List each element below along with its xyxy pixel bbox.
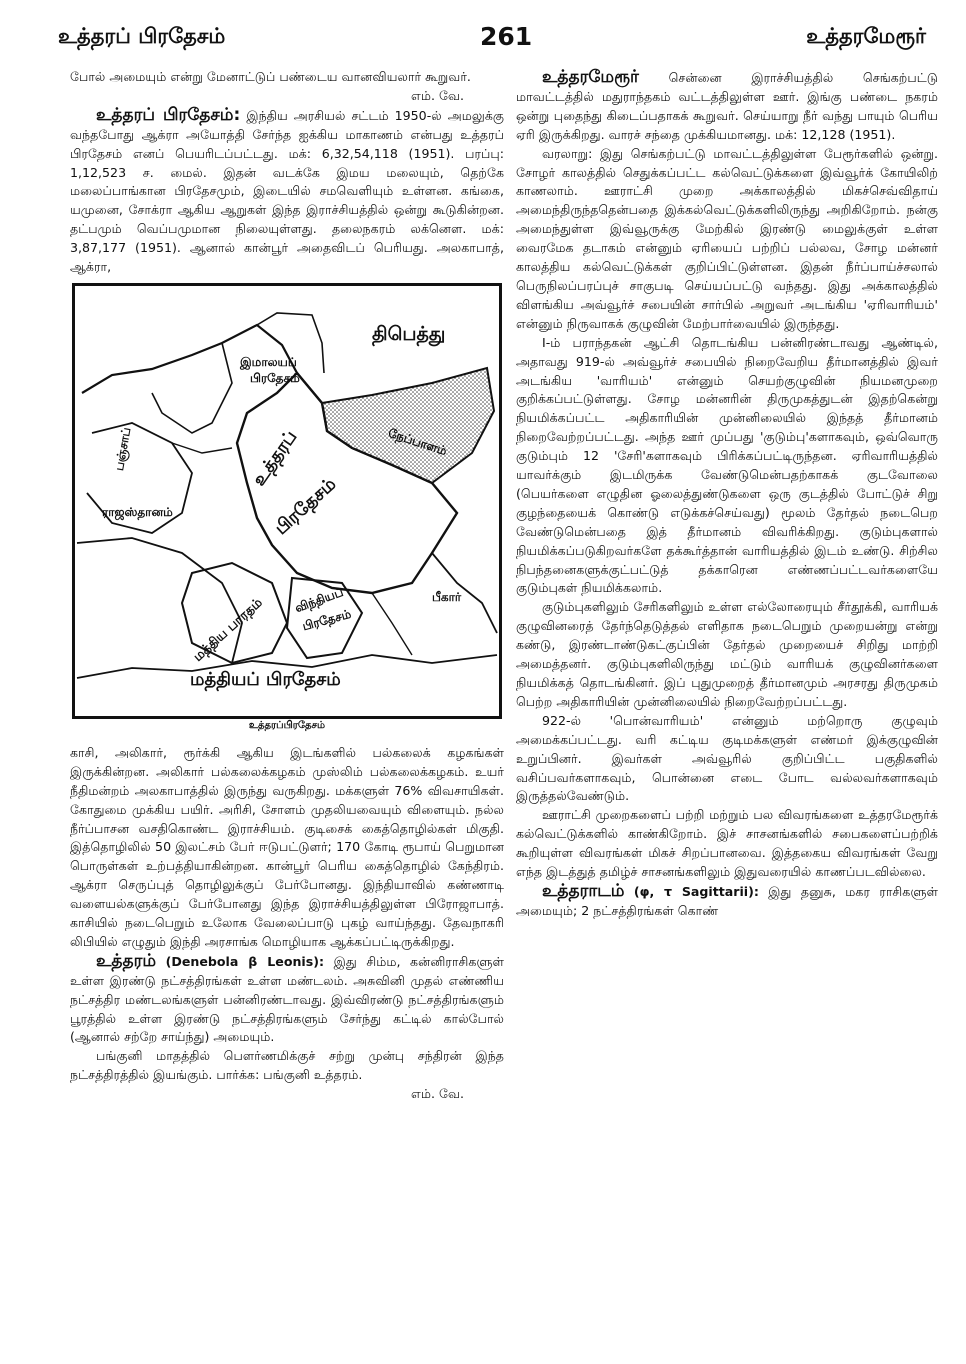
headword: உத்தராடம் [542, 880, 625, 901]
entry-continuation: காசி, அலிகார், ரூர்க்கி ஆகிய இடங்களில் பல்கலைக் கழகங்கள் இருக்கின்றன. அலிகார் பல்கலைக்கழகம் முஸ்லிம் பல்கலைக்கழகம். உயர் நீதிமன்றம் அலகாபாத்தில் இருந்து வருகிறது. மக்களுள் 76% விவசாயிகள். கோதுமை முக்கிய பயிர். அரிசி, சோளம் முதலியவையும் விளையும். நல்ல நீர்ப்பாசன வசதிகொண்ட இராச்சியம். குடிசைக் கைத்தொழில்கள் மிகுதி. இத்தொழிலில் 50 இலட்சம் பேர் ஈடுபட்டுளர்; 170 கோடி ரூபாய் பெறுமான பொருள்கள் உற்பத்தியாகின்றன. கான்பூர் பெரிய கைத்தொழில் கேந்திரம். ஆக்ரா செருப்புத் தொழிலுக்குப் பேர்போனது. இந்தியாவில் கண்ணாடி வளையல்களுக்குப் பேர்போனது இந்த இராச்சியத்திலுள்ள பிரோஜாபாத். காசியில் நடைபெறும் உலோக வேலைப்பாடு புகழ் வாய்ந்தது. தேவநாகரி லிபியில் எழுதும் இந்தி அரசாங்க மொழியாக ஆக்கப்பட்டிருக்கிறது. [70, 744, 504, 949]
map-caption: உத்தரப்பிரதேசம் [248, 719, 326, 731]
paragraph-election: குடும்புகளிலும் சேரிகளிலும் உள்ள எல்லோரையும் சீர்தூக்கி, வாரியக் குழுவினரைத் தேர்ந்தெடுத்தல் எளிதாக நடைபெறும் முறையன்று என்று கண்டு, இரண்டாண்டுகட்குப்பின் தேர்தல் முறையைச் சிறிது மாற்றி அமைத்தனர். குடும்புகளிலிருந்து மட்டும் வாரியக் குழுவினர்களை நியமிக்கத் தொடங்கினர். இப் புதுமுறைத் தீர்மானமும் அரசரது திருமுகம் பெற்ற அதிகாரியின் முன்னிலையில் நிறைவேற்றப்பட்டது. [516, 599, 938, 709]
map-label-himalaya-2: பிரதேசம் [250, 370, 300, 385]
headword: உத்தரம் [96, 950, 157, 971]
paragraph-history: வரலாறு: இது செங்கற்பட்டு மாவட்டத்திலுள்ள பேரூர்களில் ஒன்று. சோழர் காலத்தில் செதுக்கப்பட்ட கல்வெட்டுக்களை இவ்வூர்க் கோயிலிற் காணலாம். ஊராட்சி முறை அக்காலத்தில் மிகச்செவ்விதாய் அமைந்திருந்ததென்பதை இக்கல்வெட்டுக்களிலிருந்து அறிகிறோம். நன்கு அமைந்துள்ள இவ்வூருக்கு மேற்கில் இரண்டு மைலுக்குள் உள்ள வைரமேக தடாகம் என்னும் ஏரியைப் பற்றிப் பல்லவ, சோழ மன்னர் காலத்திய கல்வெட்டுக்கள் குறிப்பிட்டுள்ளன. இதன் நீர்ப்பாய்ச்சலால் பெருநிலப்பரப்புச் சாகுபடி செய்யப்பட்டு வந்தது. இது அக்காலத்தில் விளங்கிய அவ்வூர்ச் சபையின் சார்பில் அறுவர் அடங்கிய 'ஏரிவாரியம்' என்னும் நிருவாகக் குழுவின் மேற்பார்வையில் இருந்தது. [516, 145, 938, 331]
running-head-right: உத்தரமேரூர் [806, 24, 926, 48]
right-column [516, 68, 938, 921]
entry-uttaramerur: உத்தரமேரூர் சென்னை இராச்சியத்தில் செங்கற்பட்டு மாவட்டத்தில் மதுராந்தகம் வட்டத்திலுள்ள ஊர். இங்கு பண்டை நகரம் ஒன்று புதைந்து கிடைப்பதாகக் கூறுவர். செய்யாறு நீர் வந்து பாயும் பெரிய ஏரி இருக்கிறது. வாரச் சந்தை முக்கியமானது. மக்: 12,128 (1951). [516, 67, 938, 142]
entry-uttaram-cont: பங்குனி மாதத்தில் பௌர்ணமிக்குச் சற்று முன்பு சந்திரன் இந்த நட்சத்திரத்தில் இயங்கும். பார்க்க: பங்குனி உத்தரம். எம். வே. [70, 1047, 504, 1104]
entry-uttarapradesam: உத்தரப் பிரதேசம்: இந்திய அரசியல் சட்டம் 1950-ல் அமலுக்கு வந்தபோது ஆக்ரா அயோத்தி சேர்ந்த ஐக்கிய மாகாணம் என்பது உத்தரப் பிரதேசம் எனப் பெயரிடப்பட்டது. மக்: 6,32,54,118 (1951). பரப்பு: 1,12,523 ச. மைல். இதன் வடக்கே இமய மலையும், தெற்கே மலைப்பாங்கான பிரதேசமும், இடையில் சமவெளியும் உள்ளன. கங்கை, யமுனை, சோக்ரா ஆகிய ஆறுகள் இந்த இராச்சியத்தில் ஒன்று கூடுகின்றன. தட்பமும் வெப்பமுமான நிலையுள்ளது. தலைநகரம் லக்னௌ. மக்: 3,87,177 (1951). ஆனால் கான்பூர் அதைவிடப் பெரியது. அலகாபாத், ஆக்ரா, [70, 104, 504, 275]
map-label-pradesam: பிரதேசம் [270, 473, 341, 540]
map-label-rajasthan: ராஜஸ்தானம் [102, 504, 173, 519]
author-signature: எம். வே. [411, 1086, 464, 1102]
map-label-madhya-pradesh: மத்தியப் பிரதேசம் [190, 668, 341, 690]
map-label-vindhya-2: பிரதேசம் [300, 606, 353, 634]
map-label-bihar: பீகார் [432, 589, 462, 604]
entry-uttaradam: உத்தராடம் (φ, τ Sagittarii): இது தனுசு, மகர ராசிகளுள் அமையும்; 2 நட்சத்திரங்கள் கொண் [516, 880, 938, 918]
author-signature: எம். வே. [411, 87, 464, 103]
paragraph-inscriptions: ஊராட்சி முறைகளைப் பற்றி மற்றும் பல விவரங்களை உத்தரமேரூர்க் கல்வெட்டுக்களில் காண்கிறோம். இச் சாசனங்களில் சபைகளைப்பற்றிக் கூறியுள்ள விவரங்கள் மிகச் சிறப்பானவை. இத்தகைய விவரங்கள் வேறு எந்த இடத்துத் தமிழ்ச் சாசனங்களிலும் இதுவரையில் காணப்படவில்லை. [516, 807, 938, 880]
map-uttar-pradesh [72, 283, 502, 719]
map-label-madhya-bharat: மத்திய பாரதம் [190, 595, 266, 665]
map-label-himalaya: இமாலயப் [240, 354, 297, 369]
map-label-punjab: பஞ்சாப் [111, 426, 134, 472]
entry-uttaram: உத்தரம் (Denebola β Leonis): இது சிம்ம, கன்னிராசிகளுள் உள்ள இரண்டு நட்சத்திரங்கள் உள்ள மண்டலம். அசுவினி முதல் எண்ணிய நட்சத்திர மண்டலங்களுள் பன்னிரண்டாவது. இவ்விரண்டு நட்சத்திரங்களும் பூரத்தில் உள்ள இரண்டு நட்சத்திரங்களும் சேர்ந்து கட்டில் கால்போல் (ஆனால் சற்றே சாய்ந்து) அமையும். [70, 950, 505, 1045]
left-column [70, 68, 504, 1104]
running-head-left: உத்தரப் பிரதேசம் [58, 24, 226, 48]
map-label-tibet: திபெத்து [372, 322, 446, 345]
headword: உத்தரமேரூர் [542, 67, 639, 87]
intro-paragraph: போல் அமையும் என்று மேனாட்டுப் பண்டைய வானவியலார் கூறுவர். எம். வே. [70, 68, 504, 106]
map-label-nepal: நேப்பாளம் [386, 425, 449, 459]
paragraph-ponvariyam: 922-ல் 'பொன்வாரியம்' என்னும் மற்றொரு குழுவும் அமைக்கப்பட்டது. வரி கட்டிய குடிமக்களுள் எண்மர் இக்குழுவின் உறுப்பினர். இவர்கள் அவ்வூரில் குறிப்பிட்ட பகுதிகளில் வசிப்பவர்களாகவும், பொன்னை எடை போட வல்லவர்களாகவும் இருத்தல்வேண்டும். [516, 712, 938, 804]
page-number: 261 [480, 22, 533, 51]
paragraph-parantaka: I-ம் பராந்தகன் ஆட்சி தொடங்கிய பன்னிரண்டாவது ஆண்டில், அதாவது 919-ல் அவ்வூர்ச் சபையில் நிறைவேறிய தீர்மானத்தில் இவர் அடங்கிய 'வாரியம்' என்னும் செயற்குழுவின் நியமனமுறை குறிக்கப்பட்டுள்ளது. சோழ மன்னரின் திருமுகத்துடன் இதற்கென்று நியமிக்கப்பட்ட அதிகாரியின் முன்னிலையில் இந்தத் தீர்மானம் நிறைவேற்றப்பட்டது. அந்த ஊர் முப்பது 'குடும்பு'களாகவும், ஒவ்வொரு குடும்பும் 12 'சேரி'களாகவும் பிரிக்கப்பட்டிருந்தன. ஏரிவாரியத்தில் யாவர்க்கும் இடமிருக்க வேண்டுமென்பதற்காகக் குடவோலை (பெயர்களை எழுதின ஓலைத்துண்டுகளை ஒரு குடத்தில் போட்டுச் சிறு குழந்தையைக் கொண்டு எடுக்கச்செய்வது) மூலம் தேர்தல் நடைபெற வேண்டுமென்பதை இத் தீர்மானம் விவரிக்கிறது. குடும்புகளால் நியமிக்கப்படுகிறவர்களே தக்கூர்த்தான் வாரியத்தில் இடம் உண்டு. சிற்சில நிபந்தனைகளுக்குட்பட்டுத் தக்காரென எண்ணப்பட்டவர்களையே குடும்புகள் நியமிக்கலாம். [516, 334, 938, 596]
headword: உத்தரப் பிரதேசம்: [96, 104, 241, 125]
map-label-uttar: உத்தரப் [248, 426, 302, 490]
page-header [58, 22, 926, 58]
map-label-vindhya: விந்தியப் [292, 584, 346, 616]
map-graphic [72, 283, 502, 719]
